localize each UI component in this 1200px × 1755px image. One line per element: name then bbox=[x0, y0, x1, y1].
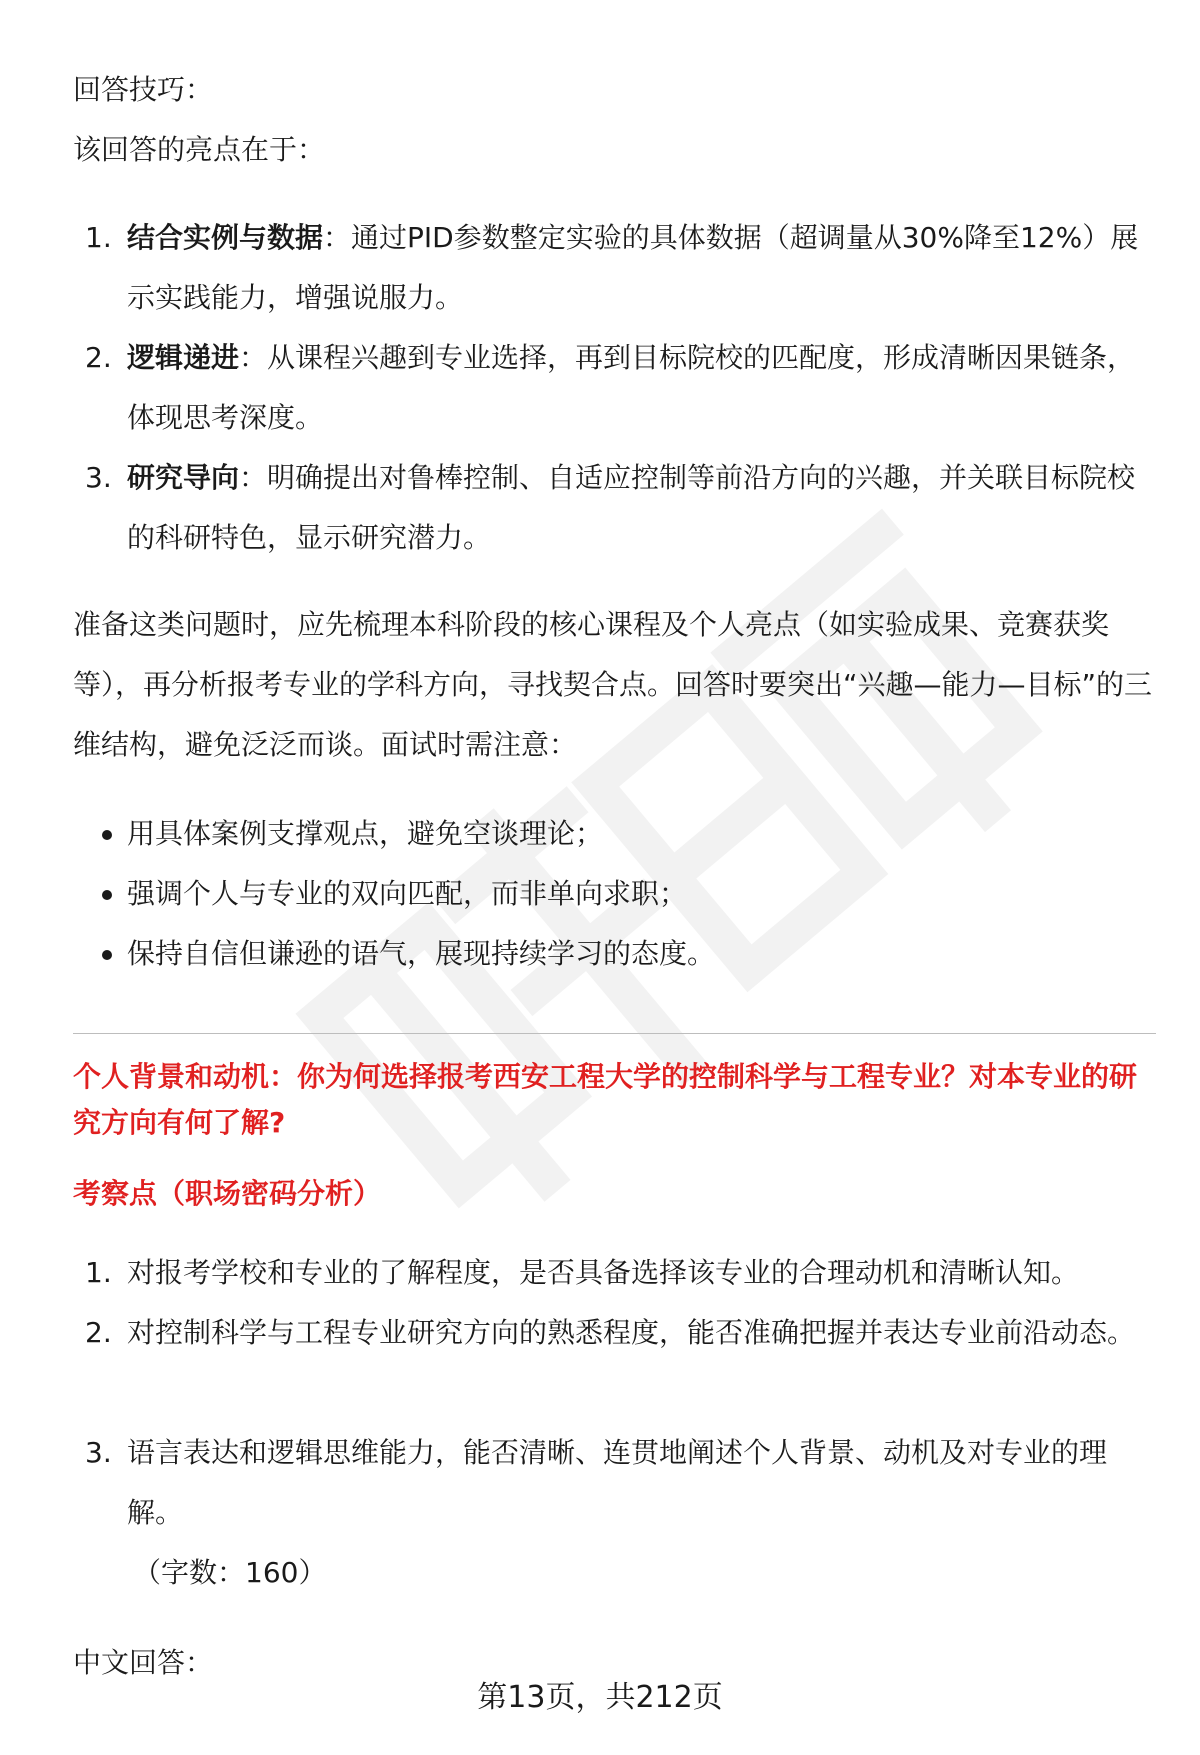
question-heading: 个人背景和动机：你为何选择报考西安工程大学的控制科学与工程专业？对本专业的研究方向有何了解? bbox=[73, 1060, 1138, 1139]
list-item-text: 对控制科学与工程专业研究方向的熟悉程度，能否准确把握并表达专业前沿动态。 bbox=[127, 1316, 1136, 1349]
list-item bbox=[73, 1243, 1156, 1303]
list-number: 2. bbox=[85, 341, 112, 374]
highlight-text: ：通过PID参数整定实验的具体数据（超调量从30%降至12%）展示实践能力，增强说服力。 bbox=[127, 221, 1139, 314]
highlight-text: ：从课程兴趣到专业选择，再到目标院校的匹配度，形成清晰因果链条，体现思考深度。 bbox=[127, 341, 1136, 434]
bullet-item bbox=[73, 864, 1156, 924]
list-item-text bbox=[127, 208, 1156, 328]
list-number: 1. bbox=[85, 1256, 112, 1289]
list-number: 2. bbox=[85, 1316, 112, 1349]
word-count: （字数：160） bbox=[133, 1556, 327, 1589]
list-item-text: 语言表达和逻辑思维能力，能否清晰、连贯地阐述个人背景、动机及对专业的理解。 bbox=[127, 1436, 1108, 1529]
list-item-text bbox=[127, 448, 1156, 568]
highlight-label: 逻辑递进 bbox=[127, 341, 240, 374]
section-divider bbox=[73, 1033, 1156, 1034]
list-item bbox=[73, 208, 1156, 328]
highlight-label: 结合实例与数据 bbox=[127, 221, 324, 254]
list-item bbox=[73, 448, 1156, 568]
list-item bbox=[73, 1303, 1156, 1363]
section-heading: 回答技巧： bbox=[73, 73, 214, 106]
bullet-dot-icon bbox=[102, 950, 112, 960]
list-number: 3. bbox=[85, 461, 112, 494]
answer-heading: 中文回答： bbox=[73, 1646, 214, 1679]
bullet-dot-icon bbox=[102, 890, 112, 900]
bullet-text: 保持自信但谦逊的语气，展现持续学习的态度。 bbox=[127, 937, 716, 970]
bullet-dot-icon bbox=[102, 830, 112, 840]
list-item-text bbox=[127, 328, 1156, 448]
list-number: 1. bbox=[85, 221, 112, 254]
list-item-text: 对报考学校和专业的了解程度，是否具备选择该专业的合理动机和清晰认知。 bbox=[127, 1256, 1080, 1289]
list-item bbox=[73, 328, 1156, 448]
list-item bbox=[73, 1423, 1156, 1543]
intro-text: 该回答的亮点在于： bbox=[73, 133, 326, 166]
body-paragraph: 准备这类问题时，应先梳理本科阶段的核心课程及个人亮点（如实验成果、竞赛获奖等），再分析报考专业的学科方向，寻找契合点。回答时要突出“兴趣—能力—目标”的三维结构，避免泛泛而谈。面试时需注意： bbox=[73, 608, 1153, 761]
highlight-label: 研究导向 bbox=[127, 461, 240, 494]
bullet-item bbox=[73, 924, 1156, 984]
page-footer: 第13页，共212页 bbox=[477, 1680, 723, 1715]
bullet-text: 强调个人与专业的双向匹配，而非单向求职； bbox=[127, 877, 688, 910]
bullet-text: 用具体案例支撑观点，避免空谈理论； bbox=[127, 817, 604, 850]
analysis-subheading: 考察点（职场密码分析） bbox=[73, 1177, 382, 1210]
highlight-text: ：明确提出对鲁棒控制、自适应控制等前沿方向的兴趣，并关联目标院校的科研特色，显示研究潜力。 bbox=[127, 461, 1136, 554]
bullet-item bbox=[73, 804, 1156, 864]
list-number: 3. bbox=[85, 1436, 112, 1469]
